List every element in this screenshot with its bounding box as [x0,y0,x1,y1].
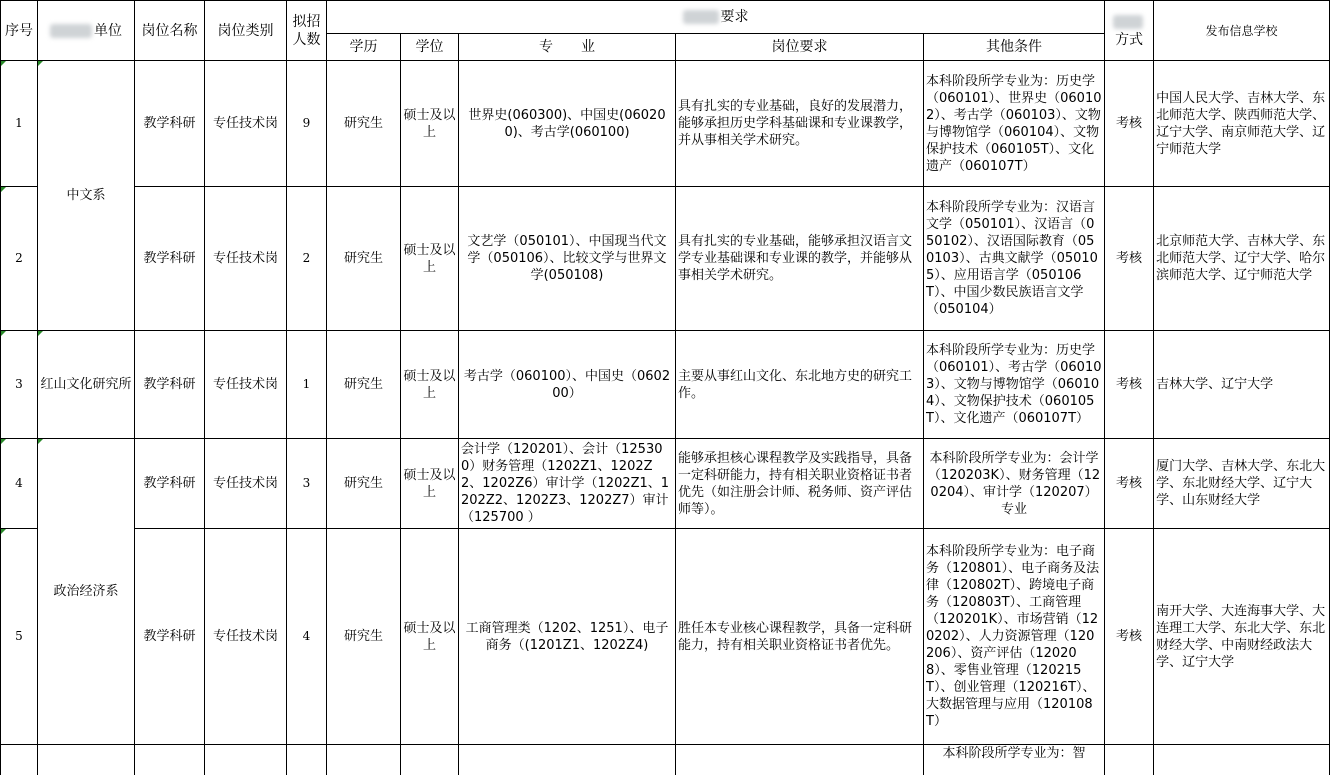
table-row-partial [1,745,1330,775]
cell-seq[interactable] [1,331,38,439]
cell-degree[interactable]: 硕士及以上 [401,61,459,187]
cell-post-type[interactable]: 专任技术岗 [205,61,287,187]
header-requirements-label: 要求 [720,9,749,25]
header-post-type: 岗位类别 [205,1,287,61]
cell-degree[interactable]: 硕士及以上 [401,331,459,439]
cell-degree[interactable]: 硕士及以上 [401,187,459,331]
seq-text: 4 [15,476,23,490]
table-row [1,61,1330,187]
header-major: 专 业 [459,34,676,61]
cell-quota[interactable]: 3 [287,439,327,529]
header-other: 其他条件 [924,34,1105,61]
cell-schools[interactable]: 中国人民大学、吉林大学、东北师范大学、陕西师范大学、辽宁大学、南京师范大学、辽宁师范大学 [1154,61,1330,187]
unit-text: 政治经济系 [53,584,119,599]
header-school: 发布信息学校 [1154,1,1330,61]
cell-major[interactable]: 考古学（060100）、中国史（060200） [459,331,676,439]
header-method-label: 方式 [1115,31,1144,48]
header-unit [38,1,135,61]
cell-post-name[interactable]: 教学科研 [135,331,205,439]
cell-seq[interactable] [1,529,38,745]
cell-post-name[interactable]: 教学科研 [135,61,205,187]
header-requirements [327,1,1105,34]
redacted-text [683,10,719,24]
table-row [1,187,1330,331]
cell-other[interactable]: 本科阶段所学专业为：历史学（060101）、世界史（060102）、考古学（060103）、文物与博物馆学（060104）、文物保护技术（060105T）、文化遗产（060107T） [924,61,1105,187]
cell-unit[interactable] [38,61,135,331]
cell-education[interactable]: 研究生 [327,61,401,187]
header-degree: 学位 [401,34,459,61]
cell-education[interactable]: 研究生 [327,187,401,331]
cell-unit[interactable] [38,745,135,775]
cell-education[interactable] [327,745,401,775]
seq-text: 3 [15,377,23,391]
seq-text: 1 [15,116,23,130]
cell-other[interactable]: 本科阶段所学专业为：汉语言文学（050101）、汉语言（050102）、汉语国际教育（050103）、古典文献学（050105）、应用语言学（050106T）、中国少数民族语言文学（050104） [924,187,1105,331]
cell-post-name[interactable]: 教学科研 [135,529,205,745]
cell-schools[interactable]: 吉林大学、辽宁大学 [1154,331,1330,439]
redacted-text [1113,15,1143,29]
cell-post-req[interactable] [676,745,924,775]
cell-seq[interactable] [1,745,38,775]
cell-major[interactable]: 文艺学（050101）、中国现当代文学（050106）、比较文学与世界文学(050108) [459,187,676,331]
cell-major[interactable]: 世界史(060300)、中国史(060200)、考古学(060100) [459,61,676,187]
unit-text: 红山文化研究所 [40,377,132,392]
cell-other[interactable]: 本科阶段所学专业为：电子商务（120801）、电子商务及法律（120802T）、跨境电子商务（120803T）、工商管理（120201K）、市场营销（120202）、人力资源管理（120206）、资产评估（120208）、零售业管理（120215T）、创业管理（120216T）、大数据管理与应用（120108T） [924,529,1105,745]
cell-post-type[interactable]: 专任技术岗 [205,331,287,439]
header-quota: 拟招人数 [287,1,327,61]
cell-post-name[interactable]: 教学科研 [135,187,205,331]
cell-quota[interactable]: 4 [287,529,327,745]
cell-seq[interactable] [1,187,38,331]
cell-schools[interactable]: 南开大学、大连海事大学、大连理工大学、东北大学、东北财经大学、中南财经政法大学、辽宁大学 [1154,529,1330,745]
header-education: 学历 [327,34,401,61]
cell-post-req[interactable]: 主要从事红山文化、东北地方史的研究工作。 [676,331,924,439]
cell-education[interactable]: 研究生 [327,439,401,529]
cell-method[interactable] [1105,745,1154,775]
header-row-1 [1,1,1330,34]
cell-degree[interactable] [401,745,459,775]
redacted-text [50,24,92,38]
cell-post-type[interactable] [205,745,287,775]
cell-other[interactable]: 本科阶段所学专业为：智 [924,745,1105,775]
cell-unit[interactable] [38,439,135,745]
cell-major[interactable]: 会计学（120201）、会计（125300）财务管理（1202Z1、1202Z2、1202Z6）审计学（1202Z1、1202Z2、1202Z3、1202Z7）审计（125700 ） [459,439,676,529]
cell-post-req[interactable]: 具有扎实的专业基础，能够承担汉语言文学专业基础课和专业课的教学，并能够从事相关学术研究。 [676,187,924,331]
cell-post-name[interactable]: 教学科研 [135,439,205,529]
table-row [1,331,1330,439]
cell-method[interactable]: 考核 [1105,529,1154,745]
seq-text: 5 [15,629,23,643]
unit-text: 中文系 [66,188,106,203]
cell-major[interactable] [459,745,676,775]
cell-post-req[interactable]: 胜任本专业核心课程教学，具备一定科研能力，持有相关职业资格证书者优先。 [676,529,924,745]
cell-seq[interactable] [1,439,38,529]
cell-quota[interactable]: 1 [287,331,327,439]
cell-other[interactable]: 本科阶段所学专业为：会计学（120203K）、财务管理（120204）、审计学（120207）专业 [924,439,1105,529]
cell-post-type[interactable]: 专任技术岗 [205,529,287,745]
cell-other[interactable]: 本科阶段所学专业为：历史学（060101）、考古学（060103）、文物与博物馆学（060104）、文物保护技术（060105T）、文化遗产（060107T） [924,331,1105,439]
cell-post-type[interactable]: 专任技术岗 [205,187,287,331]
cell-unit[interactable] [38,331,135,439]
cell-method[interactable]: 考核 [1105,331,1154,439]
cell-major[interactable]: 工商管理类（1202、1251）、电子商务（(1201Z1、1202Z4) [459,529,676,745]
cell-education[interactable]: 研究生 [327,529,401,745]
seq-text: 2 [15,251,23,265]
header-unit-label: 单位 [94,22,122,39]
cell-schools[interactable]: 北京师范大学、吉林大学、东北师范大学、辽宁大学、哈尔滨师范大学、辽宁师范大学 [1154,187,1330,331]
cell-seq[interactable] [1,61,38,187]
cell-schools[interactable]: 厦门大学、吉林大学、东北大学、东北财经大学、辽宁大学、山东财经大学 [1154,439,1330,529]
cell-schools[interactable] [1154,745,1330,775]
table-row [1,439,1330,529]
cell-method[interactable]: 考核 [1105,61,1154,187]
table-row [1,529,1330,745]
header-seq: 序号 [1,1,38,61]
cell-post-name[interactable] [135,745,205,775]
cell-quota[interactable] [287,745,327,775]
cell-post-req[interactable]: 能够承担核心课程教学及实践指导，具备一定科研能力，持有相关职业资格证书者优先（如注册会计师、税务师、资产评估师等）。 [676,439,924,529]
cell-post-req[interactable]: 具有扎实的专业基础，良好的发展潜力，能够承担历史学科基础课和专业课教学，并从事相关学术研究。 [676,61,924,187]
cell-quota[interactable]: 9 [287,61,327,187]
cell-method[interactable]: 考核 [1105,187,1154,331]
cell-education[interactable]: 研究生 [327,331,401,439]
cell-method[interactable]: 考核 [1105,439,1154,529]
cell-degree[interactable]: 硕士及以上 [401,439,459,529]
header-method [1105,1,1154,61]
header-post-req: 岗位要求 [676,34,924,61]
cell-post-type[interactable]: 专任技术岗 [205,439,287,529]
header-post-name: 岗位名称 [135,1,205,61]
cell-degree[interactable]: 硕士及以上 [401,529,459,745]
cell-quota[interactable]: 2 [287,187,327,331]
